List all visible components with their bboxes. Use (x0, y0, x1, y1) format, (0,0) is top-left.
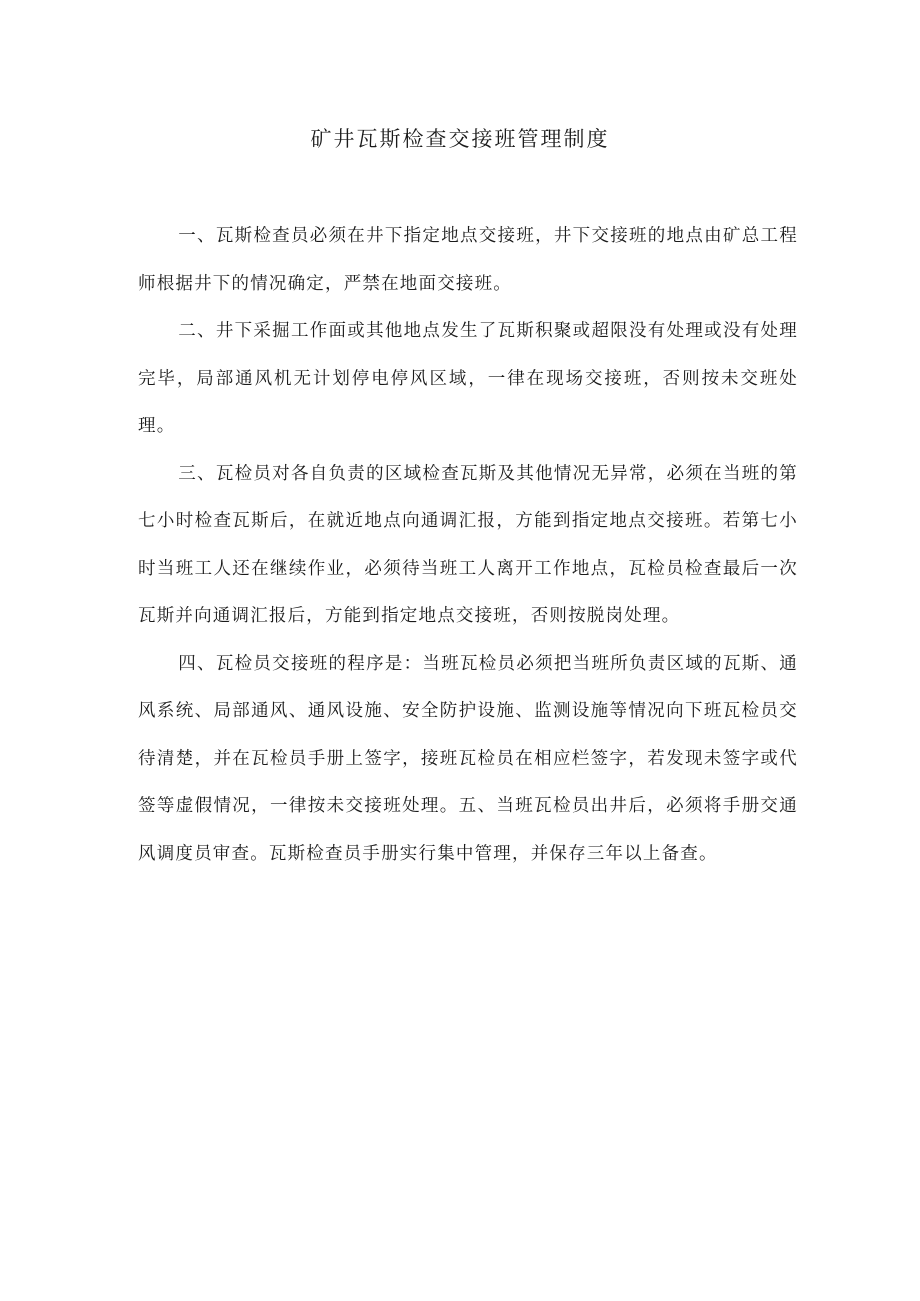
document-body (138, 213, 798, 878)
paragraph-1: 一、瓦斯检查员必须在井下指定地点交接班，井下交接班的地点由矿总工程师根据井下的情况确定，严禁在地面交接班。 (138, 226, 798, 294)
paragraph-2: 二、井下采掘工作面或其他地点发生了瓦斯积聚或超限没有处理或没有处理完毕，局部通风机无计划停电停风区域，一律在现场交接班，否则按未交班处理。 (138, 321, 798, 436)
paragraph-3: 三、瓦检员对各自负责的区域检查瓦斯及其他情况无异常，必须在当班的第七小时检查瓦斯后，在就近地点向通调汇报，方能到指定地点交接班。若第七小时当班工人还在继续作业，必须待当班工人离开工作地点，瓦检员检查最后一次瓦斯并向通调汇报后，方能到指定地点交接班，否则按脱岗处理。 (138, 463, 798, 626)
paragraph-4: 四、瓦检员交接班的程序是：当班瓦检员必须把当班所负责区域的瓦斯、通风系统、局部通风、通风设施、安全防护设施、监测设施等情况向下班瓦检员交待清楚，并在瓦检员手册上签字，接班瓦检员在相应栏签字，若发现未签字或代签等虚假情况，一律按未交接班处理。五、当班瓦检员出井后，必须将手册交通风调度员审查。瓦斯检查员手册实行集中管理，并保存三年以上备查。 (138, 653, 798, 864)
document-title: 矿井瓦斯检查交接班管理制度 (310, 127, 610, 151)
